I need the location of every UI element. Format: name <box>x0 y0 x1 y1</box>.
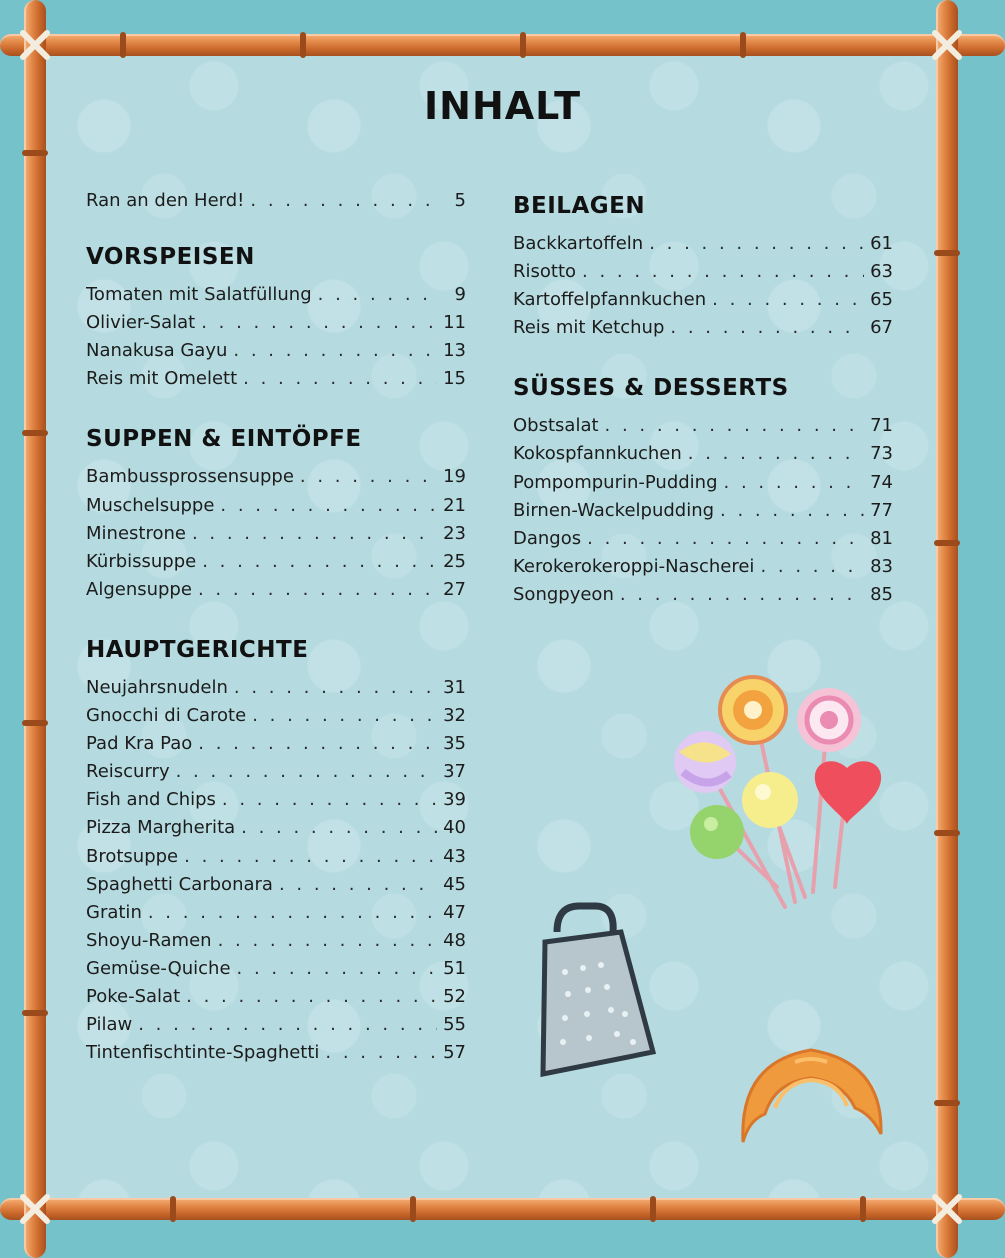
toc-entry[interactable] <box>86 337 466 365</box>
toc-entry[interactable] <box>86 1011 466 1039</box>
entry-name: Risotto <box>513 261 577 283</box>
entry-name: Bambussprossensuppe <box>86 466 294 488</box>
entry-name: Kartoffelpfannkuchen <box>513 289 707 311</box>
section-heading: SÜSSES & DESSERTS <box>513 375 789 402</box>
entry-page: 47 <box>443 901 466 923</box>
dot-leader <box>587 525 864 553</box>
entry-name: Shoyu-Ramen <box>86 929 212 951</box>
dot-leader <box>241 814 437 842</box>
toc-entry[interactable] <box>86 899 466 927</box>
entry-page: 48 <box>443 929 466 951</box>
entry-page: 35 <box>443 733 466 755</box>
dot-leader <box>186 983 437 1011</box>
entry-page: 77 <box>870 499 893 521</box>
entry-name: Reis mit Ketchup <box>513 317 665 339</box>
page-title: INHALT <box>424 84 581 128</box>
entry-page: 52 <box>443 985 466 1007</box>
toc-entry[interactable] <box>513 553 893 581</box>
toc-entry[interactable] <box>86 983 466 1011</box>
entry-name: Nanakusa Gayu <box>86 340 228 362</box>
dot-leader <box>184 843 437 871</box>
entry-name: Backkartoffeln <box>513 233 644 254</box>
entry-page: 51 <box>443 957 466 979</box>
toc-entry[interactable] <box>86 548 466 576</box>
toc-entry[interactable] <box>86 927 466 955</box>
entry-name: Kokospfannkuchen <box>513 443 682 465</box>
toc-entry[interactable] <box>513 440 893 468</box>
entry-name: Reiscurry <box>86 761 170 783</box>
entry-name: Spaghetti Carbonara <box>86 873 273 895</box>
dot-leader <box>582 258 864 286</box>
dot-leader <box>712 286 864 314</box>
dot-leader <box>279 871 437 899</box>
dot-leader <box>250 187 438 215</box>
toc-section-suppen-eintöpfe <box>86 423 466 603</box>
entry-page: 63 <box>870 261 893 283</box>
toc-entry[interactable] <box>513 497 893 525</box>
toc-entry[interactable] <box>86 674 466 702</box>
entry-page: 57 <box>443 1042 466 1064</box>
entry-name: Gemüse-Quiche <box>86 957 231 979</box>
dot-leader <box>300 463 437 491</box>
entry-page: 71 <box>870 415 893 437</box>
toc-entry[interactable] <box>86 463 466 491</box>
toc-entry[interactable] <box>86 814 466 842</box>
bamboo-left <box>24 0 46 1258</box>
toc-entry[interactable] <box>513 230 893 258</box>
dot-leader <box>252 702 437 730</box>
entry-page: 85 <box>870 583 893 605</box>
dot-leader <box>649 230 864 258</box>
entry-page: 61 <box>870 233 893 254</box>
entry-name: Pizza Margherita <box>86 817 236 839</box>
rope-knot-icon <box>17 1191 53 1227</box>
entry-page: 37 <box>443 761 466 783</box>
dot-leader <box>138 1011 437 1039</box>
toc-entry[interactable] <box>513 525 893 553</box>
dot-leader <box>176 758 438 786</box>
dot-leader <box>325 1039 437 1067</box>
dot-leader <box>220 492 437 520</box>
dot-leader <box>148 899 437 927</box>
entry-name: Minestrone <box>86 522 186 544</box>
dot-leader <box>760 553 864 581</box>
dot-leader <box>620 581 864 609</box>
bamboo-right <box>936 0 958 1258</box>
entry-page: 73 <box>870 443 893 465</box>
toc-section-hauptgerichte <box>86 634 466 1067</box>
toc-entry[interactable] <box>86 1039 466 1067</box>
entry-page: 81 <box>870 527 893 549</box>
toc-entry[interactable] <box>86 520 466 548</box>
entry-page: 55 <box>443 1014 466 1036</box>
rope-knot-icon <box>929 27 965 63</box>
entry-name: Poke-Salat <box>86 985 181 1007</box>
entry-page: 5 <box>454 190 466 211</box>
grater-icon <box>535 902 660 1077</box>
dot-leader <box>218 927 438 955</box>
dot-leader <box>237 955 438 983</box>
toc-entry[interactable] <box>86 492 466 520</box>
toc-entry[interactable] <box>86 843 466 871</box>
toc-entry[interactable] <box>86 365 466 393</box>
entry-page: 43 <box>443 845 466 867</box>
entry-name: Kürbissuppe <box>86 550 197 572</box>
toc-entry[interactable] <box>86 309 466 337</box>
entry-name: Obstsalat <box>513 415 599 437</box>
dot-leader <box>201 309 437 337</box>
entry-page: 40 <box>443 817 466 839</box>
dot-leader <box>234 674 437 702</box>
entry-page: 13 <box>443 340 466 362</box>
toc-entry[interactable] <box>86 955 466 983</box>
dot-leader <box>243 365 437 393</box>
entry-page: 15 <box>443 368 466 390</box>
section-heading: BEILAGEN <box>513 193 646 219</box>
toc-section-vorspeisen <box>86 241 466 393</box>
entry-page: 39 <box>443 789 466 811</box>
dot-leader <box>192 520 437 548</box>
bamboo-top <box>0 34 1005 56</box>
entry-page: 45 <box>443 873 466 895</box>
section-heading: VORSPEISEN <box>86 244 255 271</box>
dot-leader <box>605 412 865 440</box>
toc-entry[interactable] <box>513 286 893 314</box>
bamboo-bottom <box>0 1198 1005 1220</box>
dot-leader <box>202 548 437 576</box>
entry-name: Fish and Chips <box>86 789 216 811</box>
toc-right-column <box>513 190 893 639</box>
entry-name: Pad Kra Pao <box>86 733 193 755</box>
entry-page: 31 <box>443 676 466 698</box>
entry-name: Gnocchi di Carote <box>86 705 247 727</box>
entry-name: Songpyeon <box>513 583 614 605</box>
toc-entry[interactable] <box>86 871 466 899</box>
entry-name: Tintenfischtinte-Spaghetti <box>86 1042 320 1064</box>
toc-entry[interactable] <box>513 469 893 497</box>
entry-name: Dangos <box>513 527 582 549</box>
entry-page: 11 <box>443 312 466 334</box>
dot-leader <box>198 576 437 604</box>
dot-leader <box>724 469 865 497</box>
entry-page: 74 <box>870 471 893 493</box>
rope-knot-icon <box>17 27 53 63</box>
entry-page: 83 <box>870 555 893 577</box>
entry-name: Gratin <box>86 901 142 923</box>
entry-page: 67 <box>870 317 893 339</box>
entry-page: 25 <box>443 550 466 572</box>
toc-entry[interactable] <box>513 258 893 286</box>
entry-name: Kerokerokeroppi-Nascherei <box>513 555 755 577</box>
dot-leader <box>688 440 864 468</box>
entry-page: 32 <box>443 705 466 727</box>
entry-page: 27 <box>443 578 466 600</box>
toc-section-beilagen <box>513 190 893 342</box>
entry-name: Reis mit Omelett <box>86 368 238 390</box>
toc-entry[interactable] <box>86 702 466 730</box>
entry-name: Olivier-Salat <box>86 312 196 334</box>
section-heading: HAUPTGERICHTE <box>86 636 309 663</box>
dot-leader <box>670 314 864 342</box>
entry-page: 19 <box>443 466 466 488</box>
toc-entry[interactable] <box>513 581 893 609</box>
dot-leader <box>222 786 437 814</box>
entry-name: Pompompurin-Pudding <box>513 471 718 493</box>
entry-page: 65 <box>870 289 893 311</box>
dot-leader <box>720 497 864 525</box>
croissant-icon <box>735 1042 887 1154</box>
lollipops-icon <box>665 672 895 912</box>
entry-name: Brotsuppe <box>86 845 179 867</box>
entry-name: Algensuppe <box>86 578 192 600</box>
dot-leader <box>318 281 438 309</box>
toc-section-süsses-desserts <box>513 372 893 609</box>
toc-entry[interactable] <box>86 281 466 309</box>
entry-name: Muschelsuppe <box>86 494 215 516</box>
entry-page: 21 <box>443 494 466 516</box>
toc-left-column <box>86 187 466 1097</box>
entry-name: Pilaw <box>86 1014 133 1036</box>
entry-name: Tomaten mit Salatfüllung <box>86 284 312 306</box>
toc-entry[interactable] <box>86 576 466 604</box>
toc-entry[interactable] <box>86 758 466 786</box>
entry-name: Neujahrsnudeln <box>86 676 228 698</box>
toc-entry[interactable] <box>513 314 893 342</box>
entry-name: Ran an den Herd! <box>86 190 245 211</box>
dot-leader <box>233 337 437 365</box>
entry-page: 23 <box>443 522 466 544</box>
toc-entry[interactable] <box>86 730 466 758</box>
dot-leader <box>198 730 437 758</box>
entry-name: Birnen-Wackelpudding <box>513 499 715 521</box>
rope-knot-icon <box>929 1191 965 1227</box>
entry-page: 9 <box>454 284 466 306</box>
toc-entry-intro[interactable] <box>86 187 466 215</box>
section-heading: SUPPEN & EINTÖPFE <box>86 426 362 453</box>
toc-entry[interactable] <box>513 412 893 440</box>
toc-entry[interactable] <box>86 786 466 814</box>
